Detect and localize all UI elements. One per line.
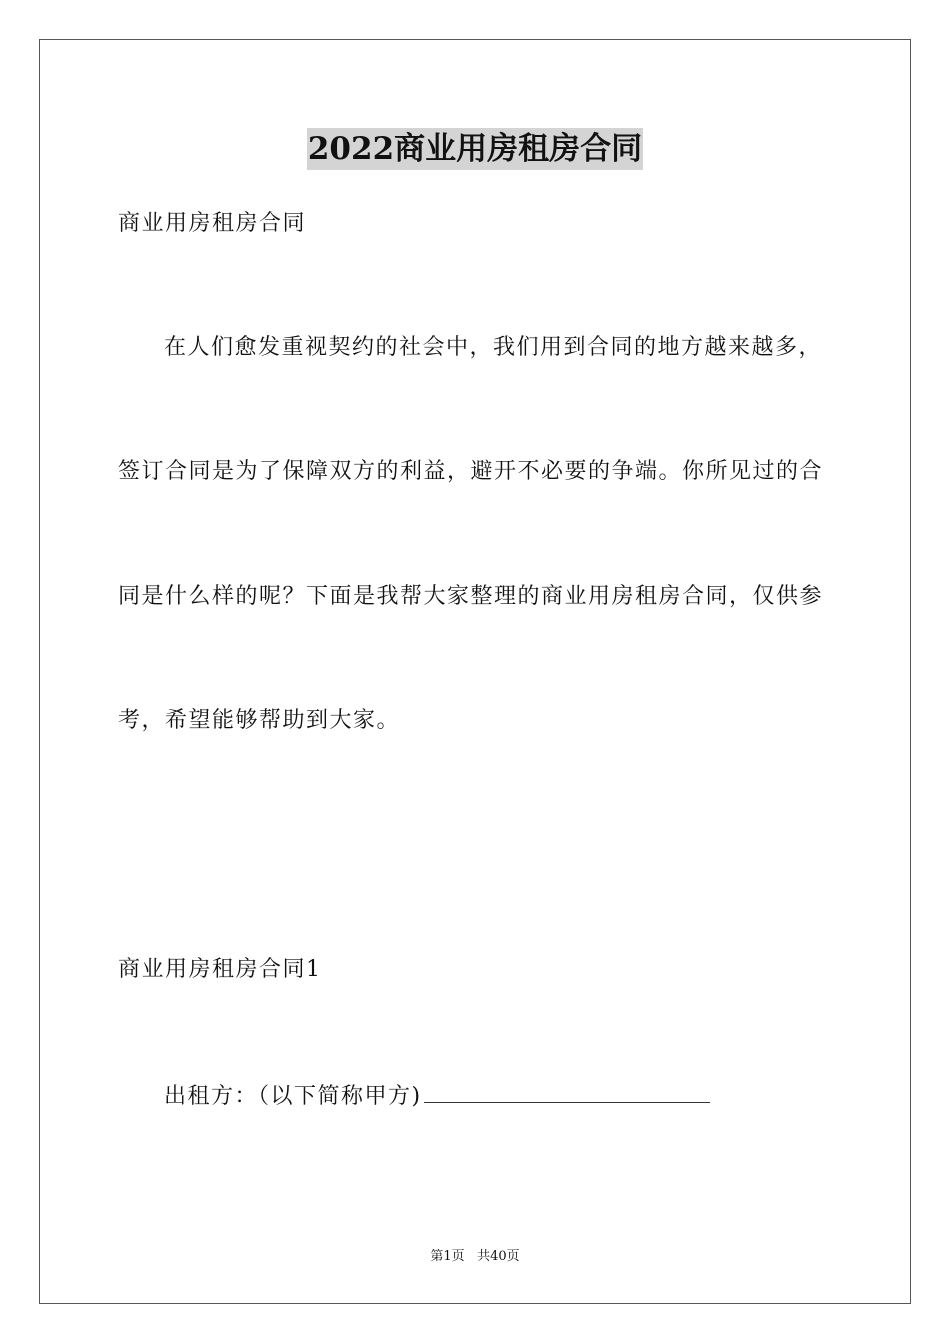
lessor-label: 出租方：（以下简称甲方) bbox=[164, 1084, 422, 1109]
page-number: 第1页 bbox=[430, 1249, 465, 1264]
paragraph-line-4: 考，希望能够帮助到大家。 bbox=[118, 708, 401, 733]
paragraph-line-3: 同是什么样的呢？下面是我帮大家整理的商业用房租房合同，仅供参 bbox=[118, 584, 824, 609]
lessor-blank-line bbox=[424, 1080, 710, 1103]
page-total: 共40页 bbox=[477, 1249, 520, 1264]
paragraph-line-1: 在人们愈发重视契约的社会中，我们用到合同的地方越来越多， bbox=[164, 335, 823, 360]
document-title: 2022商业用房租房合同 bbox=[307, 128, 643, 170]
page-footer bbox=[0, 1248, 950, 1266]
paragraph-line-2: 签订合同是为了保障双方的利益，避开不必要的争端。你所见过的合 bbox=[118, 459, 824, 484]
document-subtitle: 商业用房租房合同 bbox=[118, 211, 307, 236]
title-container bbox=[0, 128, 950, 170]
section-heading: 商业用房租房合同1 bbox=[118, 957, 322, 982]
lessor-field bbox=[164, 1080, 710, 1112]
